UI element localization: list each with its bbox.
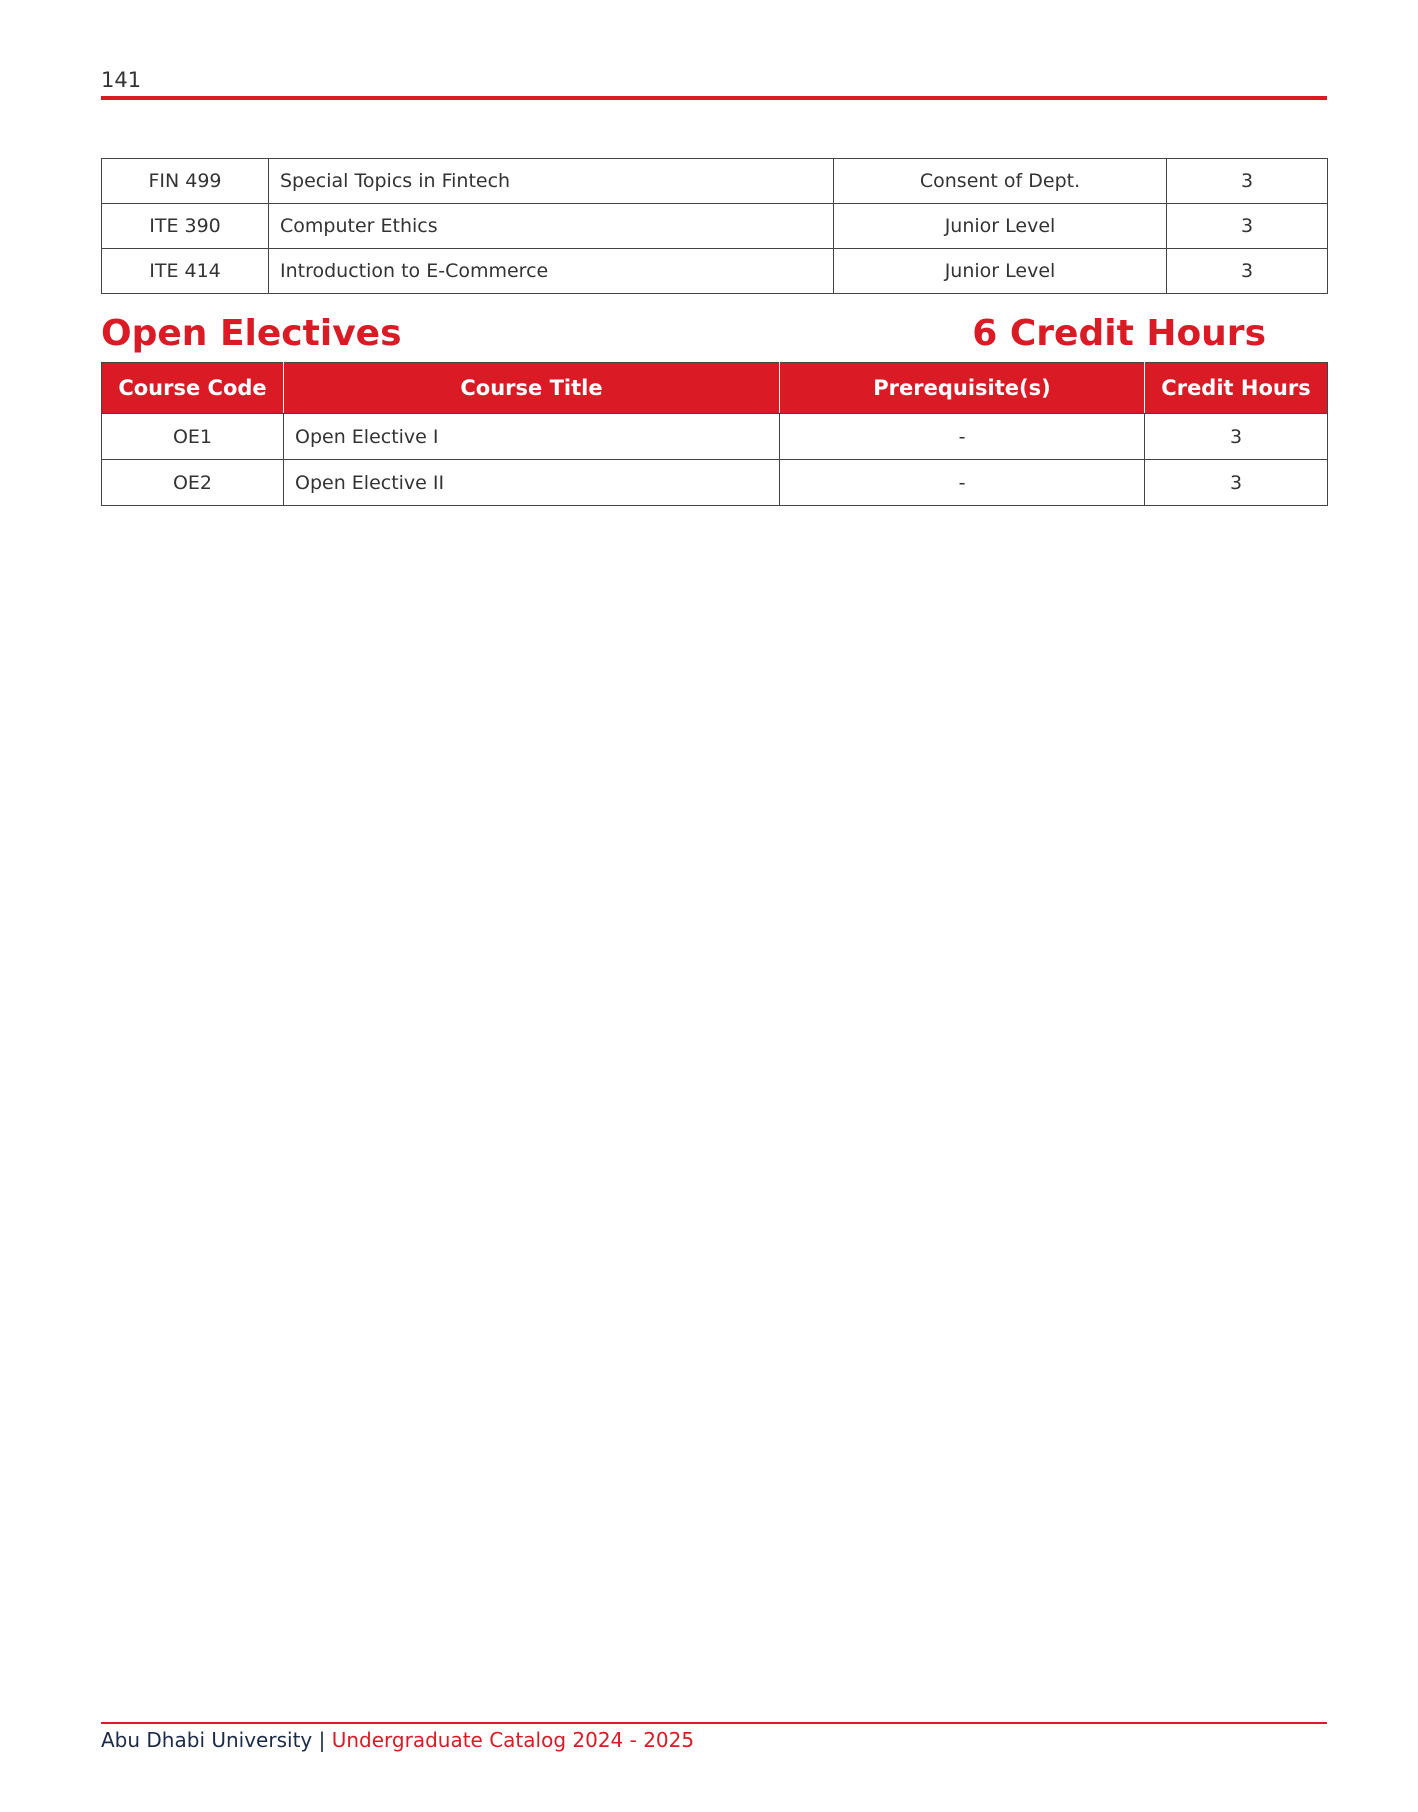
open-electives-table [101,362,1328,506]
header-credit-hours: Credit Hours [1145,363,1328,414]
footer-separator: | [318,1728,326,1752]
page-number: 141 [101,68,142,92]
prerequisite-cell: Junior Level [834,204,1167,249]
header-course-code: Course Code [102,363,284,414]
header-prerequisites: Prerequisite(s) [780,363,1145,414]
footer-organization: Abu Dhabi University [101,1728,313,1752]
course-code-cell: ITE 390 [102,204,269,249]
course-code-cell: FIN 499 [102,159,269,204]
table-row [102,159,1328,204]
course-title-cell: Computer Ethics [269,204,834,249]
credit-hours-cell: 3 [1145,414,1328,460]
course-code-cell: OE1 [102,414,284,460]
prerequisite-cell: Consent of Dept. [834,159,1167,204]
course-title-cell: Special Topics in Fintech [269,159,834,204]
credit-hours-cell: 3 [1145,460,1328,506]
prerequisite-cell: - [780,460,1145,506]
header-rule [101,96,1327,100]
course-title-cell: Open Elective I [284,414,780,460]
course-code-cell: ITE 414 [102,249,269,294]
prerequisite-cell: - [780,414,1145,460]
table-row [102,204,1328,249]
course-title-cell: Open Elective II [284,460,780,506]
footer-rule [101,1722,1327,1724]
header-course-title: Course Title [284,363,780,414]
table-row [102,460,1328,506]
course-code-cell: OE2 [102,460,284,506]
credit-hours-cell: 3 [1167,204,1328,249]
credit-hours-cell: 3 [1167,249,1328,294]
footer-catalog-title: Undergraduate Catalog 2024 - 2025 [331,1728,695,1752]
section-title: Open Electives [101,313,402,354]
prerequisite-cell: Junior Level [834,249,1167,294]
course-title-cell: Introduction to E-Commerce [269,249,834,294]
table-row [102,414,1328,460]
section-credit-hours: 6 Credit Hours [972,313,1266,354]
continued-course-table [101,158,1328,294]
table-header-row [102,363,1328,414]
footer [101,1728,694,1752]
table-row [102,249,1328,294]
credit-hours-cell: 3 [1167,159,1328,204]
